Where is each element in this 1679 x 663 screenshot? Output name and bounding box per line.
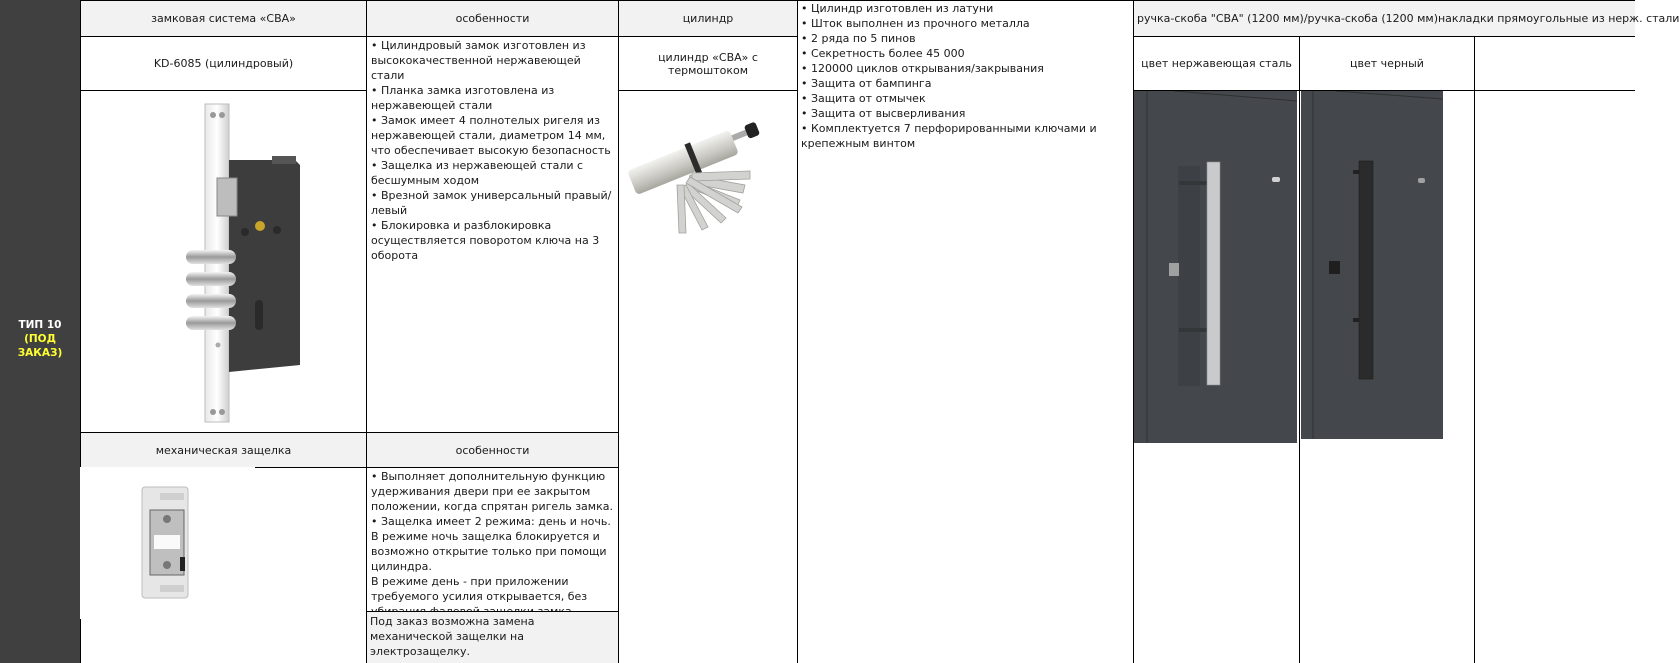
type-title: ТИП 10 [18, 319, 62, 331]
cylinder-model: цилиндр «СВА» с термоштоком [658, 50, 758, 77]
grid-line [81, 432, 618, 433]
grid-line [618, 90, 798, 91]
handle-variant-steel-label: цвет нержавеющая сталь [1141, 57, 1292, 70]
grid-line [1134, 36, 1635, 37]
lock-header-cell [81, 0, 366, 36]
latch-feature: В режиме ночь защелка блокируется и возможно открытие только при помощи цилиндра. [371, 530, 607, 573]
lock-model: KD-6085 (цилиндровый) [153, 57, 294, 70]
latch-note: Под заказ возможна замена механической защелки на электрозащелку. [370, 615, 535, 658]
latch-feature: • Защелка имеет 2 режима: день и ночь. [371, 515, 611, 528]
grid-line [1299, 36, 1300, 663]
grid-line [81, 36, 618, 37]
latch-header-cell [81, 433, 366, 467]
type-label [0, 318, 80, 360]
grid-line [618, 0, 619, 663]
lock-features-header-cell [367, 0, 618, 36]
cylinder-features-list [799, 1, 1129, 151]
grid-line [367, 611, 618, 612]
lock-feature: • Цилиндровый замок изготовлен из высококачественной нержавеющей стали [371, 39, 586, 82]
latch-header: механическая защелка [155, 443, 292, 457]
handle-header: ручка-скоба "СВА" (1200 мм)/ручка-скоба (1200 мм)накладки прямоугольные из нерж. стали [1137, 11, 1679, 25]
grid-line [366, 0, 367, 663]
steel-handle-door-image [1134, 91, 1297, 443]
mechanical-latch-image-overlay [140, 485, 190, 600]
lock-feature: • Планка замка изготовлена из нержавеющей стали [371, 84, 555, 112]
lock-features-list [369, 37, 618, 432]
grid-line [81, 0, 1635, 1]
cylinder-model-cell [619, 37, 797, 90]
lock-features-header: особенности [455, 11, 530, 25]
handle-variant-black-label: цвет черный [1350, 57, 1424, 70]
grid-line [797, 0, 798, 663]
mortise-lock-image [150, 100, 300, 425]
grid-line [1133, 0, 1134, 663]
cylinder-header-cell [619, 0, 797, 36]
grid-line [255, 467, 618, 468]
latch-note-cell [367, 612, 618, 663]
lock-feature: • Блокировка и разблокировка осуществляется поворотом ключа на 3 оборота [371, 219, 600, 262]
grid-line [1474, 36, 1475, 663]
cylinder-feature: • Цилиндр изготовлен из латуни [801, 2, 994, 15]
lock-feature: • Замок имеет 4 полнотелых ригеля из нержавеющей стали, диаметром 14 мм, что обеспечивает высокую безопасность [371, 114, 611, 157]
cylinder-feature: • 120000 циклов открывания/закрывания [801, 62, 1044, 75]
grid-line [1134, 90, 1635, 91]
cylinder-feature: • Защита от бампинга [801, 77, 932, 90]
lock-header: замковая система «СВА» [151, 11, 296, 25]
lock-feature: • Защелка из нержавеющей стали с бесшумным ходом [371, 159, 584, 187]
cylinder-feature: • Секретность более 45 000 [801, 47, 965, 60]
latch-features-list [369, 468, 618, 611]
order-badge: (ПОД ЗАКАЗ) [17, 333, 63, 359]
cylinder-feature: • Защита от высверливания [801, 107, 966, 120]
latch-features-header-cell [367, 433, 618, 467]
cylinder-with-keys-image [620, 95, 770, 245]
cylinder-feature: • Защита от отмычек [801, 92, 926, 105]
lock-model-cell [81, 37, 366, 90]
grid-line [618, 36, 798, 37]
latch-feature: • Выполняет дополнительную функцию удерживания двери при ее закрытом положении, когда спрятан ригель замка. [371, 470, 613, 513]
cylinder-feature: • Комплектуется 7 перфорированными ключами и крепежным винтом [801, 122, 1097, 150]
handle-header-cell [1134, 0, 1679, 36]
latch-feature: В режиме день - при приложении требуемого усилия открывается, без [371, 575, 588, 603]
cylinder-header: цилиндр [682, 11, 734, 25]
black-handle-door-image [1301, 91, 1443, 439]
lock-feature: • Врезной замок универсальный правый/левый [371, 189, 612, 217]
cylinder-feature: • 2 ряда по 5 пинов [801, 32, 916, 45]
handle-variant-steel-cell [1134, 37, 1299, 90]
handle-variant-black-cell [1300, 37, 1474, 90]
cylinder-feature: • Шток выполнен из прочного металла [801, 17, 1030, 30]
grid-line [81, 90, 367, 91]
latch-features-header: особенности [455, 443, 530, 457]
